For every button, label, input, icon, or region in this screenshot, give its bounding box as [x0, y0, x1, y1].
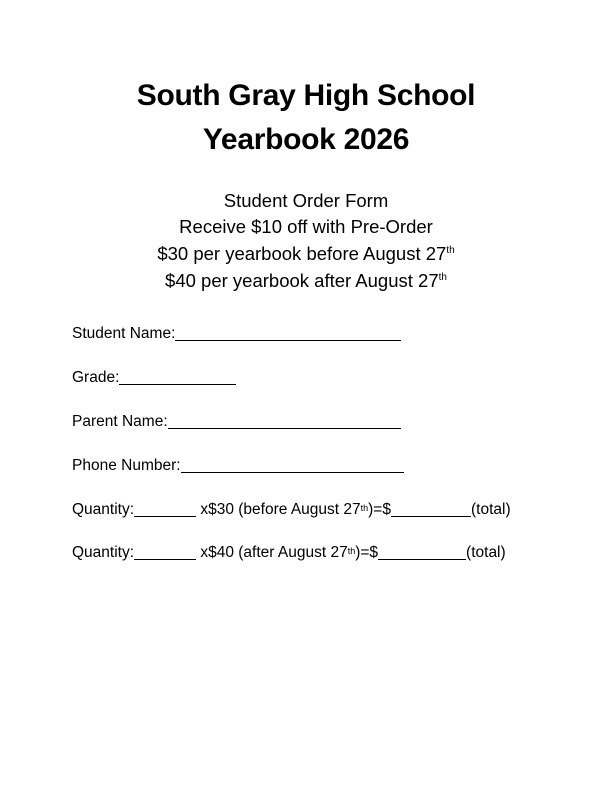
quantity-before-row [72, 500, 511, 520]
phone-number-field[interactable] [181, 457, 404, 473]
price-after-text [0, 268, 612, 294]
parent-name-field[interactable] [168, 413, 401, 429]
school-title: South Gray High School [136, 79, 476, 112]
price-after-main: $40 per yearbook after August 27 [165, 270, 439, 291]
quantity-before-label: Quantity: [72, 501, 135, 518]
student-name-label: Student Name: [72, 325, 176, 342]
price-before-ordinal: th [446, 245, 455, 256]
quantity-after-equals: )=$ [355, 544, 379, 561]
price-after-ordinal: th [438, 272, 447, 283]
quantity-before-equals: )=$ [368, 501, 391, 518]
quantity-after-price: x$40 (after August 27 [196, 544, 348, 561]
total-after-label: (total) [466, 544, 506, 561]
total-after-field[interactable] [378, 544, 466, 560]
parent-name-label: Parent Name: [72, 413, 168, 430]
student-name-row [72, 324, 401, 344]
quantity-before-field[interactable] [134, 501, 196, 517]
grade-row [72, 368, 236, 388]
quantity-before-ordinal: th [360, 503, 369, 513]
quantity-after-field[interactable] [134, 544, 196, 560]
quantity-before-price: x$30 (before August 27 [196, 501, 361, 518]
yearbook-title: Yearbook 2026 [202, 123, 410, 156]
total-before-label: (total) [470, 501, 511, 518]
quantity-after-row [72, 543, 506, 563]
quantity-after-ordinal: th [347, 546, 356, 556]
quantity-after-label: Quantity: [72, 544, 135, 561]
phone-number-label: Phone Number: [72, 457, 181, 474]
parent-name-row [72, 412, 401, 432]
grade-field[interactable] [119, 369, 236, 385]
form-title: Student Order Form [223, 190, 389, 211]
discount-text: Receive $10 off with Pre-Order [179, 216, 433, 237]
total-before-field[interactable] [391, 501, 471, 517]
grade-label: Grade: [72, 369, 120, 386]
price-before-main: $30 per yearbook before August 27 [157, 243, 447, 264]
phone-number-row [72, 456, 404, 476]
price-before-text [0, 241, 612, 267]
student-name-field[interactable] [175, 325, 401, 341]
